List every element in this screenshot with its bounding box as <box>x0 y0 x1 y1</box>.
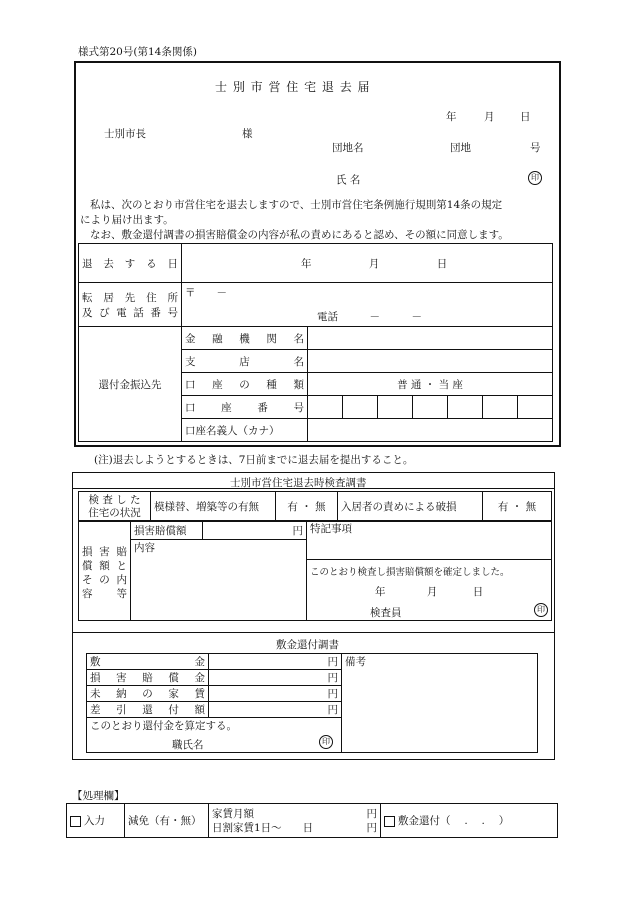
damage-compensation-label: 損 害 賠 償 金 <box>87 670 209 686</box>
statement-line-2: により届け出ます。 <box>80 214 174 226</box>
new-address-label: 転 居 先 住 所 及 び 電 話 番 号 <box>79 283 182 327</box>
damage-amount-label: 損害賠償額 <box>131 521 203 540</box>
account-type-label: 口 座 の 種 類 <box>182 373 308 396</box>
reduction-cell[interactable]: 減免（有・無） <box>125 804 209 838</box>
account-type-field[interactable]: 普 通 ・ 当 座 <box>308 373 553 396</box>
new-address-field[interactable] <box>182 283 553 327</box>
housing-status-table <box>78 491 552 522</box>
postal-code: 〒 － <box>185 287 227 299</box>
inspection-title: 士別市営住宅退去時検査調書 <box>230 477 367 489</box>
account-holder-field[interactable] <box>308 419 553 442</box>
deposit-label: 敷 金 <box>87 654 209 670</box>
account-number-field[interactable] <box>308 396 553 419</box>
refund-table <box>86 653 538 753</box>
refund-account-label: 還付金振込先 <box>79 327 182 442</box>
bank-name-field[interactable] <box>308 327 553 350</box>
form-title: 士 別 市 営 住 宅 退 去 届 <box>215 80 371 94</box>
inspection-divider <box>72 632 555 633</box>
remodel-label: 模様替、増築等の有無 <box>151 492 276 522</box>
refund-title: 敷金還付調書 <box>276 639 339 651</box>
unpaid-rent-label: 未 納 の 家 賃 <box>87 686 209 702</box>
rent-cell[interactable]: 家賃月額 円 日割家賃1日～ 日 円 <box>209 804 381 838</box>
date-year: 年 <box>446 111 457 123</box>
net-refund-amount[interactable]: 円 <box>209 702 342 718</box>
deposit-refund-cell[interactable]: 敷金還付（ . . ） <box>381 804 558 838</box>
phone-number: 電話 － － <box>317 311 422 323</box>
main-table <box>78 243 553 442</box>
damage-section-label: 損害賠 償額と その内 容 等 <box>79 521 131 621</box>
remarks-field[interactable]: 特記事項 <box>307 521 552 560</box>
damage-table <box>78 520 552 621</box>
move-out-date-label: 退 去 す る 日 <box>79 244 182 283</box>
note: (注)退去しようとするときは、7日前までに退去届を提出すること。 <box>94 454 414 466</box>
bank-name-label: 金 融 機 関 名 <box>182 327 308 350</box>
statement-line-3: なお、敷金還付調書の損害賠償金の内容が私の責めにあると認め、その額に同意します。 <box>90 229 509 241</box>
net-refund-label: 差 引 還 付 額 <box>87 702 209 718</box>
applicant-name-label: 氏 名 <box>336 174 361 186</box>
unpaid-rent-amount[interactable]: 円 <box>209 686 342 702</box>
inspector-label: 検査員 <box>370 607 402 619</box>
inspector-seal: 印 <box>534 603 548 617</box>
deposit-refund-checkbox <box>384 816 395 827</box>
damage-compensation-amount[interactable]: 円 <box>209 670 342 686</box>
move-out-date-field[interactable]: 年 月 日 <box>182 244 553 283</box>
account-number-label: 口 座 番 号 <box>182 396 308 419</box>
inspection-confirm-cell: このとおり検査し損害賠償額を確定しました。 年 月 日 検査員 印 <box>307 560 552 621</box>
deposit-amount[interactable]: 円 <box>209 654 342 670</box>
damage-amount-field[interactable]: 円 <box>203 521 307 540</box>
refund-calc-cell: このとおり還付金を算定する。 職氏名 印 <box>87 718 342 753</box>
damage-label: 入居者の責めによる破損 <box>338 492 483 522</box>
addressee-mayor: 士別市長 <box>104 128 146 140</box>
damage-yes-no[interactable]: 有 ・ 無 <box>483 492 552 522</box>
branch-name-label: 支 店 名 <box>182 350 308 373</box>
housing-status-label: 検 査 し た 住宅の状況 <box>79 492 151 522</box>
entry-checkbox <box>70 816 81 827</box>
date-month: 月 <box>484 111 495 123</box>
addressee-honorific: 様 <box>242 128 253 140</box>
complex-label: 団地 <box>450 142 471 154</box>
inspection-title-rule <box>72 488 555 489</box>
applicant-seal: 印 <box>528 171 542 185</box>
damage-content-field[interactable]: 内容 <box>131 540 307 621</box>
processing-table <box>66 803 558 838</box>
complex-name-label: 団地名 <box>332 142 364 154</box>
form-number: 様式第20号(第14条関係) <box>78 46 197 58</box>
processing-title: 【処理欄】 <box>72 790 125 802</box>
official-seal: 印 <box>319 735 333 749</box>
statement-line-1: 私は、次のとおり市営住宅を退去しますので、士別市営住宅条例施行規則第14条の規定 <box>90 199 503 211</box>
entry-cell[interactable]: 入力 <box>67 804 125 838</box>
remodel-yes-no[interactable]: 有 ・ 無 <box>276 492 338 522</box>
number-label: 号 <box>530 142 541 154</box>
date-day: 日 <box>520 111 531 123</box>
account-holder-label: 口座名義人（カナ） <box>182 419 308 442</box>
refund-remarks-field[interactable]: 備考 <box>342 654 538 753</box>
branch-name-field[interactable] <box>308 350 553 373</box>
official-label: 職氏名 <box>172 739 204 751</box>
